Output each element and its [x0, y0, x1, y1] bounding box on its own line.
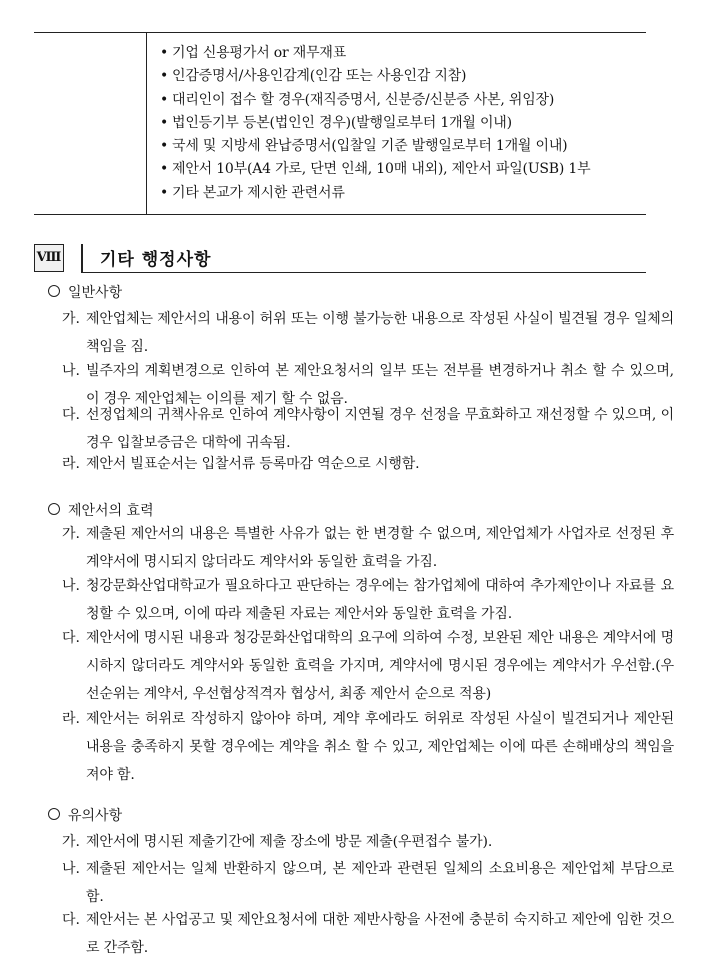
submission-documents-table — [34, 32, 646, 215]
list-item: • 제안서 10부(A4 가로, 단면 인쇄, 10매 내외), 제안서 파일(USB) 1부 — [160, 161, 591, 178]
list-item: 나. 빌주자의 계획변경으로 인하여 본 제안요청서의 일부 또는 전부를 변경하거나 취소 할 수 있으며, 이 경우 제안업체는 이의를 제기 할 수 없음. — [62, 363, 674, 407]
section-title: 기타 행정사항 — [100, 250, 212, 270]
list-item: 라. 제안서 빌표순서는 입찰서류 등록마감 역순으로 시행함. — [62, 456, 420, 472]
circle-bullet-icon — [48, 285, 60, 297]
list-item: • 인감증명서/사용인감계(인감 또는 사용인감 지참) — [160, 68, 467, 85]
list-item: 가. 제안서에 명시된 제출기간에 제출 장소에 방문 제출(우편접수 불가). — [62, 834, 493, 850]
list-item: • 기타 본교가 제시한 관련서류 — [160, 184, 345, 201]
list-item: 가. 제출된 제안서의 내용은 특별한 사유가 없는 한 변경할 수 없으며, 제안업체가 사업자로 선정된 후 계약서에 명시되지 않더라도 계약서와 동일한 효력을 가짐. — [62, 526, 674, 570]
list-item: 가. 제안업체는 제안서의 내용이 허위 또는 이행 불가능한 내용으로 작성된 사실이 빌견될 경우 일체의 책임을 짐. — [62, 311, 674, 355]
table-column-divider — [146, 33, 147, 214]
list-item: 나. 청강문화산업대학교가 필요하다고 판단하는 경우에는 참가업체에 대하여 추가제안이나 자료를 요청할 수 있으며, 이에 따라 제출된 자료는 제안서와 동일한 효력을 가짐. — [62, 578, 674, 622]
section-number-badge: Ⅷ — [34, 244, 64, 272]
list-item: 다. 제안서는 본 사업공고 및 제안요청서에 대한 제반사항을 사전에 충분히 숙지하고 제안에 임한 것으로 간주함. — [62, 912, 674, 956]
subsection-heading: 유의사항 — [48, 805, 122, 825]
section-header — [34, 240, 646, 274]
circle-bullet-icon — [48, 503, 60, 515]
list-item: • 법인등기부 등본(법인인 경우)(발행일로부터 1개월 이내) — [160, 114, 512, 131]
list-item: 라. 제안서는 허위로 작성하지 않아야 하며, 계약 후에라도 허위로 작성된 사실이 빌견되거나 제안된 내용을 충족하지 못할 경우에는 계약을 취소 할 수 있고, 제안업체는 이에 따른 손해배상의 책임을 져야 함. — [62, 711, 674, 783]
list-item: • 국세 및 지방세 완납증명서(입찰일 기준 발행일로부터 1개월 이내) — [160, 138, 568, 155]
section-header-rule — [81, 272, 646, 273]
subsection-heading: 일반사항 — [48, 282, 122, 302]
subsection-heading: 제안서의 효력 — [48, 500, 154, 520]
section-header-divider — [81, 244, 83, 272]
submission-documents-list — [160, 42, 590, 205]
list-item: 나. 제출된 제안서는 일체 반환하지 않으며, 본 제안과 관련된 일체의 소요비용은 제안업체 부담으로 함. — [62, 861, 674, 905]
list-item: 다. 제안서에 명시된 내용과 청강문화산업대학의 요구에 의하여 수정, 보완된 제안 내용은 계약서에 명시하지 않더라도 계약서와 동일한 효력을 가지며, 계약서에 명시된 경우에는 계약서가 우선함.(우선순위는 계약서, 우선협상적격자 협상서, 최종 제안서 순으로 적용) — [62, 630, 674, 702]
list-item: • 기업 신용평가서 or 재무재표 — [160, 45, 347, 61]
list-item: 다. 선정업체의 귀책사유로 인하여 계약사항이 지연될 경우 선정을 무효화하고 재선정할 수 있으며, 이 경우 입찰보증금은 대학에 귀속됨. — [62, 407, 674, 451]
circle-bullet-icon — [48, 808, 60, 820]
list-item: • 대리인이 접수 할 경우(재직증명서, 신분증/신분증 사본, 위임장) — [160, 91, 555, 108]
